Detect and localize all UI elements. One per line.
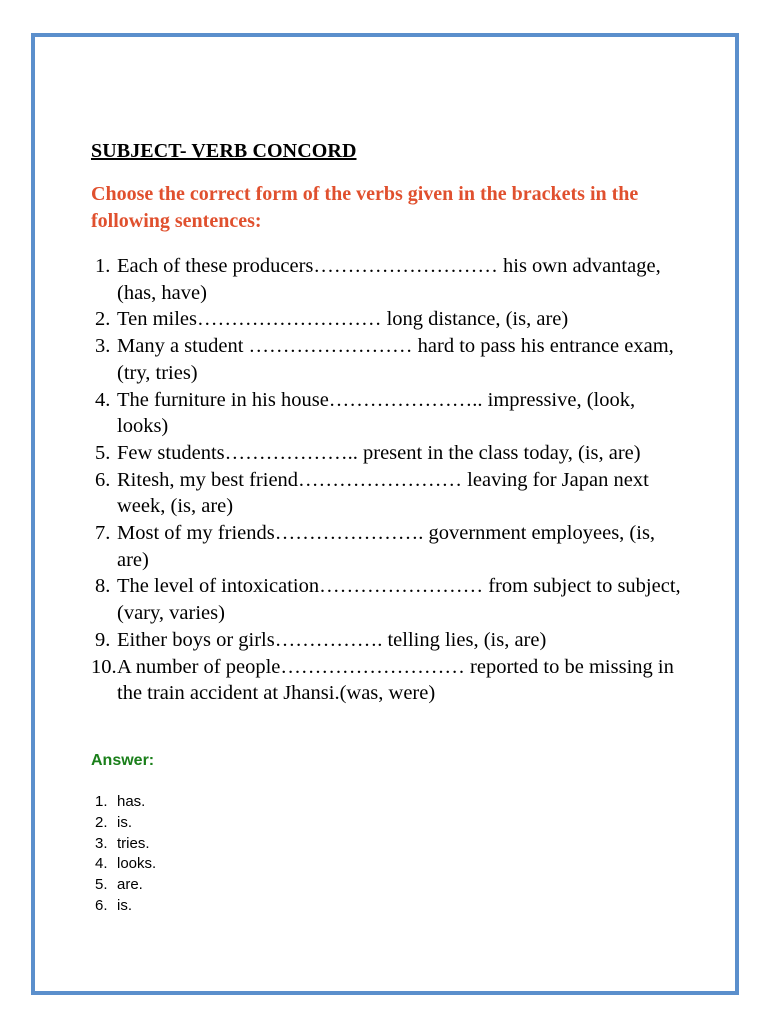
question-item xyxy=(91,306,691,333)
instruction-text: Choose the correct form of the verbs given in the brackets in the following sentences: xyxy=(91,183,639,232)
answer-number: 1. xyxy=(95,793,108,810)
answer-text: tries. xyxy=(117,834,150,852)
question-text: Few students……………….. present in the class today, (is, are) xyxy=(117,441,641,464)
question-item xyxy=(91,520,691,573)
answer-text: are. xyxy=(117,876,143,894)
question-number: 5. xyxy=(95,441,111,464)
question-item xyxy=(91,440,691,467)
question-number: 8. xyxy=(95,575,111,598)
question-number: 6. xyxy=(95,468,111,491)
question-number: 2. xyxy=(95,308,111,331)
question-number: 10. xyxy=(91,655,117,678)
page-title: SUBJECT- VERB CONCORD xyxy=(91,140,357,162)
answer-item xyxy=(95,875,156,896)
question-item xyxy=(91,333,691,386)
answer-number: 3. xyxy=(95,834,108,852)
question-text: A number of people……………………… reported to be missing in the train accident at Jhansi.(was, were) xyxy=(117,655,674,705)
answer-list xyxy=(95,792,156,917)
answer-number: 2. xyxy=(95,813,108,831)
question-number: 3. xyxy=(95,335,111,358)
question-text: Each of these producers……………………… his own advantage, (has, have) xyxy=(117,255,661,304)
question-number: 9. xyxy=(95,628,111,651)
answer-number: 5. xyxy=(95,876,108,894)
answer-item xyxy=(95,813,156,834)
question-item xyxy=(91,627,691,654)
answer-item xyxy=(95,854,156,875)
question-text: The level of intoxication…………………… from subject to subject, (vary, varies) xyxy=(117,575,681,625)
answer-text: is. xyxy=(117,813,132,831)
answer-text: is. xyxy=(117,896,132,914)
answer-text: has. xyxy=(117,793,146,810)
answer-heading: Answer: xyxy=(91,752,155,769)
question-number: 1. xyxy=(95,255,111,277)
question-text: Ritesh, my best friend…………………… leaving for Japan next week, (is, are) xyxy=(117,468,649,518)
question-item xyxy=(91,253,691,306)
question-text: Either boys or girls……………. telling lies, (is, are) xyxy=(117,628,547,651)
question-number: 4. xyxy=(95,388,111,411)
question-item xyxy=(91,467,691,520)
question-item xyxy=(91,654,691,707)
answer-text: looks. xyxy=(117,855,157,873)
question-item xyxy=(91,387,691,440)
question-text: Many a student …………………… hard to pass his entrance exam, (try, tries) xyxy=(117,335,674,384)
answer-number: 4. xyxy=(95,855,108,873)
question-text: The furniture in his house………………….. impressive, (look, looks) xyxy=(117,388,636,438)
answer-number: 6. xyxy=(95,896,108,914)
answer-item xyxy=(95,896,156,917)
question-item xyxy=(91,573,691,626)
question-text: Ten miles……………………… long distance, (is, are) xyxy=(117,308,569,331)
question-list xyxy=(91,253,691,707)
question-number: 7. xyxy=(95,522,111,545)
question-text: Most of my friends…………………. government employees, (is, are) xyxy=(117,522,656,571)
answer-item xyxy=(95,792,156,813)
answer-item xyxy=(95,834,156,855)
